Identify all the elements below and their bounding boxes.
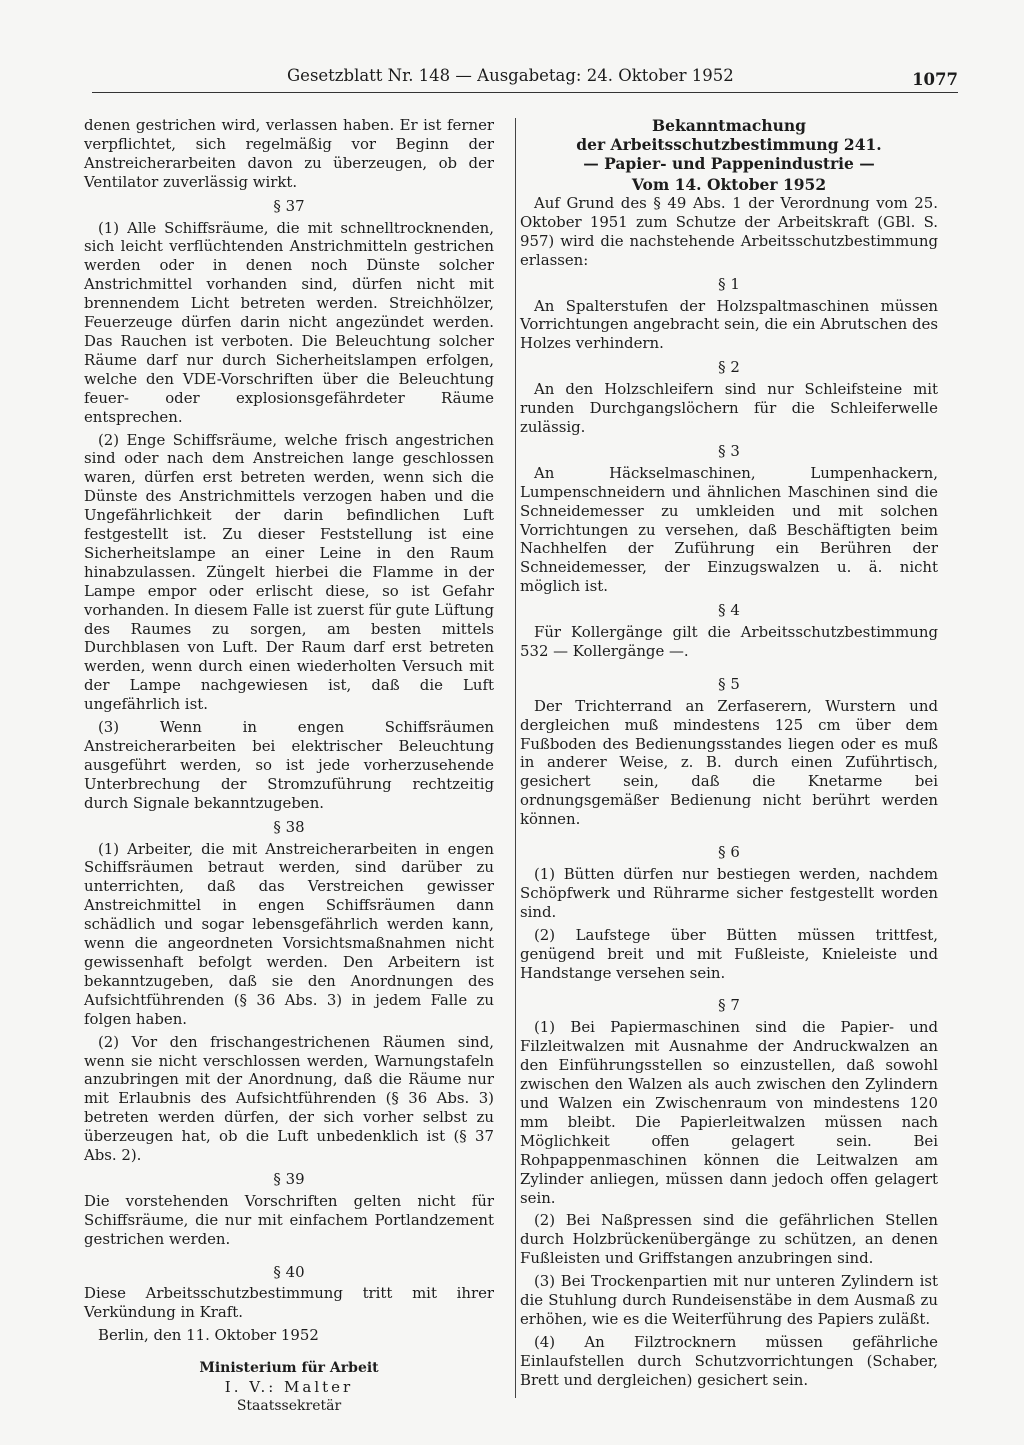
paragraph: (1) Arbeiter, die mit Anstreicherarbeiten in engen Schiffsräumen betraut werden, sind darüber zu unterrichten, daß das Verstreichen gewisser Anstreichmittel in engen Schiffsräumen dann schädlich und sogar lebensgefährlich werden kann, wenn die angeordneten Vorsichtsmaßnahmen nicht gewissenhaft befolgt werden. Den Arbeitern ist bekanntzugeben, daß sie den Anordnungen des Aufsichtführenden (§ 36 Abs. 3) in jedem Falle zu folgen haben. [84,839,494,1028]
paragraph: (1) Bei Papiermaschinen sind die Papier- und Filzleitwalzen mit Ausnahme der Andruckwalzen an den Einführungsstellen so einzustellen, daß sowohl zwischen den Walzen als auch zwischen den Zylindern und Walzen ein Zwischenraum von mindestens 120 mm bleibt. Die Papierleitwalzen müssen nach Möglichkeit offen gelagert sein. Bei Rohpappenmaschinen können die Leitwalzen am Zylinder anliegen, müssen dann jedoch offen gelagert sein. [520,1018,938,1207]
announcement-subtitle: der Arbeitsschutzbestimmung 241. [576,135,882,154]
paragraph: (2) Vor den frischangestrichenen Räumen sind, wenn sie nicht verschlossen werden, Warnungstafeln anzubringen mit der Anordnung, daß die Räume nur mit Erlaubnis des Aufsichtführenden (§ 36 Abs. 3) betreten werden dürfen, der sich vorher selbst zu überzeugen hat, ob die Luft unbedenklich ist (§ 37 Abs. 2). [84,1032,494,1165]
paragraph: Die vorstehenden Vorschriften gelten nicht für Schiffsräume, die nur mit einfachem Portlandzement gestrichen werden. [84,1191,494,1248]
running-title: Gesetzblatt Nr. 148 — Ausgabetag: 24. Oktober 1952 [287,66,734,85]
section-heading-3: § 3 [718,441,740,460]
paragraph: (2) Laufstege über Bütten müssen trittfest, genügend breit und mit Fußleiste, Knieleiste und Handstange versehen sein. [520,925,938,982]
section-heading-2: § 2 [718,358,740,377]
section-heading-5: § 5 [718,674,740,693]
paragraph: Für Kollergänge gilt die Arbeitsschutzbestimmung 532 — Kollergänge —. [520,623,938,660]
paragraph: An Häckselmaschinen, Lumpenhackern, Lumpenschneidern und ähnlichen Maschinen sind die Schneidemesser zu umkleiden und mit solchen Vorrichtungen zu versehen, daß Beschäftigten beim Nachhelfen der Zuführung ein Berühren der Schneidemesser, der Einzugswalzen u. ä. nicht möglich ist. [520,463,938,596]
paragraph: denen gestrichen wird, verlassen haben. Er ist ferner verpflichtet, sich regelmäßig vor Beginn der Anstreicherarbeiten davon zu überzeugen, ob der Ventilator zuverlässig wirkt. [84,116,494,191]
paragraph: An den Holzschleifern sind nur Schleifsteine mit runden Durchgangslöchern für die Schleiferwelle zulässig. [520,380,938,436]
section-heading-4: § 4 [718,601,740,620]
announcement-industry: — Papier- und Pappenindustrie — [583,154,875,173]
section-heading-39: § 39 [273,1169,305,1188]
paragraph: (3) Wenn in engen Schiffsräumen Anstreicherarbeiten bei elektrischer Beleuchtung ausgeführt werden, so ist jede vorherzusehende Unterbrechung der Stromzuführung rechtzeitig durch Signale bekanntzugeben. [84,718,494,812]
paragraph: Der Trichterrand an Zerfaserern, Wurstern und dergleichen muß mindestens 125 cm über dem Fußboden des Bedienungsstandes liegen oder es muß in anderer Weise, z. B. durch einen Zuführtisch, gesichert sein, daß die Knetarme bei ordnungsgemäßer Bedienung nicht berührt werden können. [520,696,938,829]
section-heading-7: § 7 [718,996,740,1015]
signatory-ministry: Ministerium für Arbeit [199,1360,379,1377]
page-number: 1077 [912,70,958,89]
section-heading-40: § 40 [273,1262,305,1281]
section-heading-1: § 1 [718,274,740,293]
section-heading-38: § 38 [273,817,305,836]
paragraph: An Spalterstufen der Holzspaltmaschinen müssen Vorrichtungen angebracht sein, die ein Abrutschen des Holzes verhindern. [520,296,938,353]
announcement-title: Bekanntmachung [652,116,806,135]
signatory-name: I. V.: Malter [224,1378,354,1397]
right-column [520,116,938,1394]
signatory-role: Staatssekretär [236,1398,342,1414]
header-rule [92,92,958,93]
announcement-date: Vom 14. Oktober 1952 [631,175,827,194]
paragraph: (1) Bütten dürfen nur bestiegen werden, nachdem Schöpfwerk und Rührarme sicher festgestellt worden sind. [520,865,938,921]
paragraph: (1) Alle Schiffsräume, die mit schnelltrocknenden, sich leicht verflüchtenden Anstrichmitteln gestrichen werden oder in denen noch Dünste solcher Anstrichmittel vorhanden sind, dürfen nicht mit brennendem Licht betreten werden. Streichhölzer, Feuerzeuge dürfen darin nicht angezündet werden. Das Rauchen ist verboten. Die Beleuchtung solcher Räume darf nur durch Sicherheitslampen erfolgen, welche den VDE-Vorschriften über die Beleuchtung feuer- oder explosionsgefährdeter Räume entsprechen. [84,218,494,426]
column-divider [515,118,516,1398]
paragraph: (2) Enge Schiffsräume, welche frisch angestrichen sind oder nach dem Anstreichen lange geschlossen waren, dürfen erst betreten werden, wenn sich die Dünste des Anstrichmittels verzogen haben und die Ungefährlichkeit der darin befindlichen Luft festgestellt ist. Zu dieser Feststellung ist eine Sicherheitslampe an einer Leine in den Raum hinabzulassen. Züngelt hierbei die Flamme in der Lampe empor oder erlischt diese, so ist Gefahr vorhanden. In diesem Falle ist zuerst für gute Lüftung des Raumes zu sorgen, am besten mittels Durchblasen von Luft. Der Raum darf erst betreten werden, wenn durch einen wiederholten Versuch mit der Lampe nachgewiesen ist, daß die Luft ungefährlich ist. [84,430,494,714]
left-column [84,116,494,1416]
place-date: Berlin, den 11. Oktober 1952 [98,1326,319,1345]
section-heading-6: § 6 [718,843,740,862]
paragraph: Auf Grund des § 49 Abs. 1 der Verordnung vom 25. Oktober 1951 zum Schutze der Arbeitskraft (GBl. S. 957) wird die nachstehende Arbeitsschutzbestimmung erlassen: [520,194,938,269]
paragraph: (2) Bei Naßpressen sind die gefährlichen Stellen durch Holzbrückenübergänge zu schützen, an denen Fußleisten und Griffstangen anzubringen sind. [520,1211,938,1268]
paragraph: (3) Bei Trockenpartien mit nur unteren Zylindern ist die Stuhlung durch Rundeisenstäbe in dem Ausmaß zu erhöhen, wie es die Weiterführung des Papiers zuläßt. [520,1272,938,1328]
section-heading-37: § 37 [273,196,305,215]
page-header [92,66,958,96]
paragraph: (4) An Filztrocknern müssen gefährliche Einlaufstellen durch Schutzvorrichtungen (Schaber, Brett und dergleichen) gesichert sein. [520,1332,938,1389]
paragraph: Diese Arbeitsschutzbestimmung tritt mit ihrer Verkündung in Kraft. [84,1284,494,1322]
